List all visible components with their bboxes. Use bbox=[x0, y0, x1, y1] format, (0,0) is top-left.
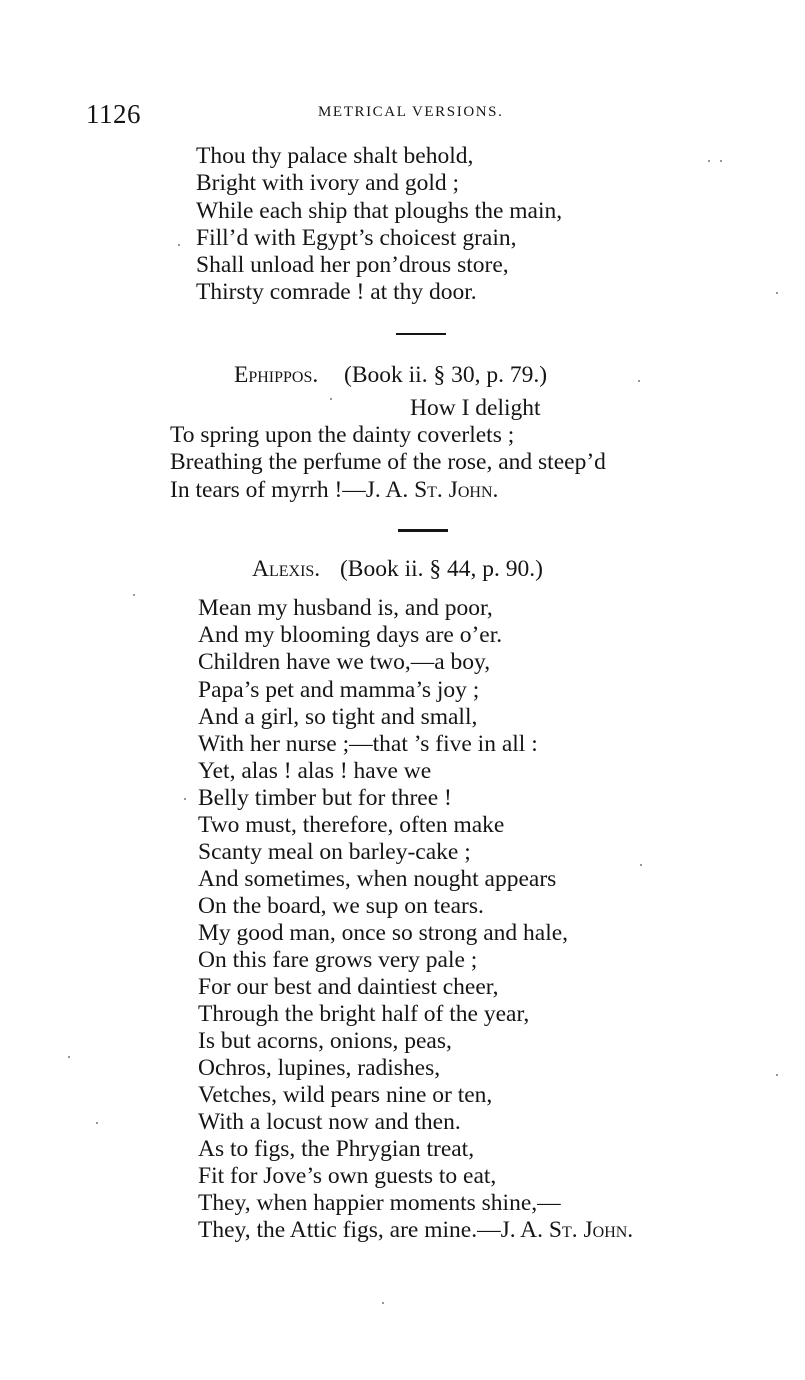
poem-line: To spring upon the dainty coverlets ; bbox=[170, 422, 515, 448]
poem-line: While each ship that ploughs the main, bbox=[196, 198, 563, 224]
poem-line: Breathing the perfume of the rose, and steep’d bbox=[170, 449, 606, 475]
poem-line: And my blooming days are o’er. bbox=[198, 622, 503, 648]
scan-speck bbox=[133, 594, 135, 596]
line-text: In tears of myrrh !—J. A. bbox=[170, 477, 415, 503]
poem-line: Thirsty comrade ! at thy door. bbox=[196, 279, 477, 305]
poem-line: Papa’s pet and mamma’s joy ; bbox=[198, 677, 480, 703]
poem-line: Shall unload her pon’drous store, bbox=[196, 252, 509, 278]
poem-line: Thou thy palace shalt behold, bbox=[196, 143, 474, 169]
poem-line: For our best and daintiest cheer, bbox=[198, 974, 499, 1000]
scan-speck bbox=[178, 244, 180, 246]
poem-line: Belly timber but for three ! bbox=[198, 785, 452, 811]
section-divider bbox=[398, 529, 448, 532]
poem-line: Fill’d with Egypt’s choicest grain, bbox=[196, 225, 517, 251]
poem-line: And sometimes, when nought appears bbox=[198, 866, 557, 892]
poem-line: Yet, alas ! alas ! have we bbox=[198, 758, 432, 784]
poem-line: Two must, therefore, often make bbox=[198, 812, 505, 838]
author-name: Ephippos. bbox=[234, 362, 319, 388]
poem-line: Bright with ivory and gold ; bbox=[196, 170, 460, 196]
poem-line: Fit for Jove’s own guests to eat, bbox=[198, 1163, 497, 1189]
section-heading bbox=[252, 555, 543, 583]
poem-line: Vetches, wild pears nine or ten, bbox=[198, 1082, 493, 1108]
section-divider bbox=[396, 333, 446, 335]
poem-line: With a locust now and then. bbox=[198, 1109, 461, 1135]
page-number: 1126 bbox=[86, 99, 141, 129]
line-text: They, the Attic figs, are mine.—J. A. bbox=[198, 1217, 549, 1243]
poem-line: And a girl, so tight and small, bbox=[198, 704, 478, 730]
attribution-name: St. John. bbox=[548, 1217, 634, 1243]
scan-speck bbox=[640, 864, 642, 866]
poem-line: Children have we two,—a boy, bbox=[198, 649, 491, 675]
scan-speck bbox=[708, 160, 710, 162]
poem-line: My good man, once so strong and hale, bbox=[198, 920, 569, 946]
poem-line: On the board, we sup on tears. bbox=[198, 893, 484, 919]
scan-speck bbox=[776, 292, 778, 294]
book-reference: (Book ii. § 44, p. 90.) bbox=[339, 556, 543, 582]
poem-line: How I delight bbox=[410, 395, 541, 421]
poem-line: Mean my husband is, and poor, bbox=[198, 595, 493, 621]
scan-speck bbox=[184, 798, 186, 800]
poem-line: With her nurse ;—that ’s five in all : bbox=[198, 731, 538, 757]
scan-speck bbox=[776, 1074, 778, 1076]
poem-line: Scanty meal on barley-cake ; bbox=[198, 839, 471, 865]
poem-line: Is but acorns, onions, peas, bbox=[198, 1028, 452, 1054]
book-reference: (Book ii. § 30, p. 79.) bbox=[344, 362, 548, 388]
scan-speck bbox=[68, 1056, 70, 1058]
scan-speck bbox=[720, 160, 722, 162]
scan-speck bbox=[382, 1302, 384, 1304]
scan-speck bbox=[96, 1122, 98, 1124]
poem-line: As to figs, the Phrygian treat, bbox=[198, 1136, 475, 1162]
poem-line-attributed bbox=[198, 1216, 633, 1244]
poem-line: Ochros, lupines, radishes, bbox=[198, 1055, 441, 1081]
poem-line: They, when happier moments shine,— bbox=[198, 1190, 561, 1216]
running-title: METRICAL VERSIONS. bbox=[318, 104, 504, 120]
poem-line: Through the bright half of the year, bbox=[198, 1001, 530, 1027]
scan-speck bbox=[330, 398, 332, 400]
poem-line: On this fare grows very pale ; bbox=[198, 947, 478, 973]
poem-line-attributed bbox=[170, 476, 498, 504]
scan-speck bbox=[638, 380, 640, 382]
section-heading bbox=[234, 361, 547, 389]
author-name: Alexis. bbox=[252, 556, 321, 582]
attribution-name: St. John. bbox=[414, 477, 499, 503]
